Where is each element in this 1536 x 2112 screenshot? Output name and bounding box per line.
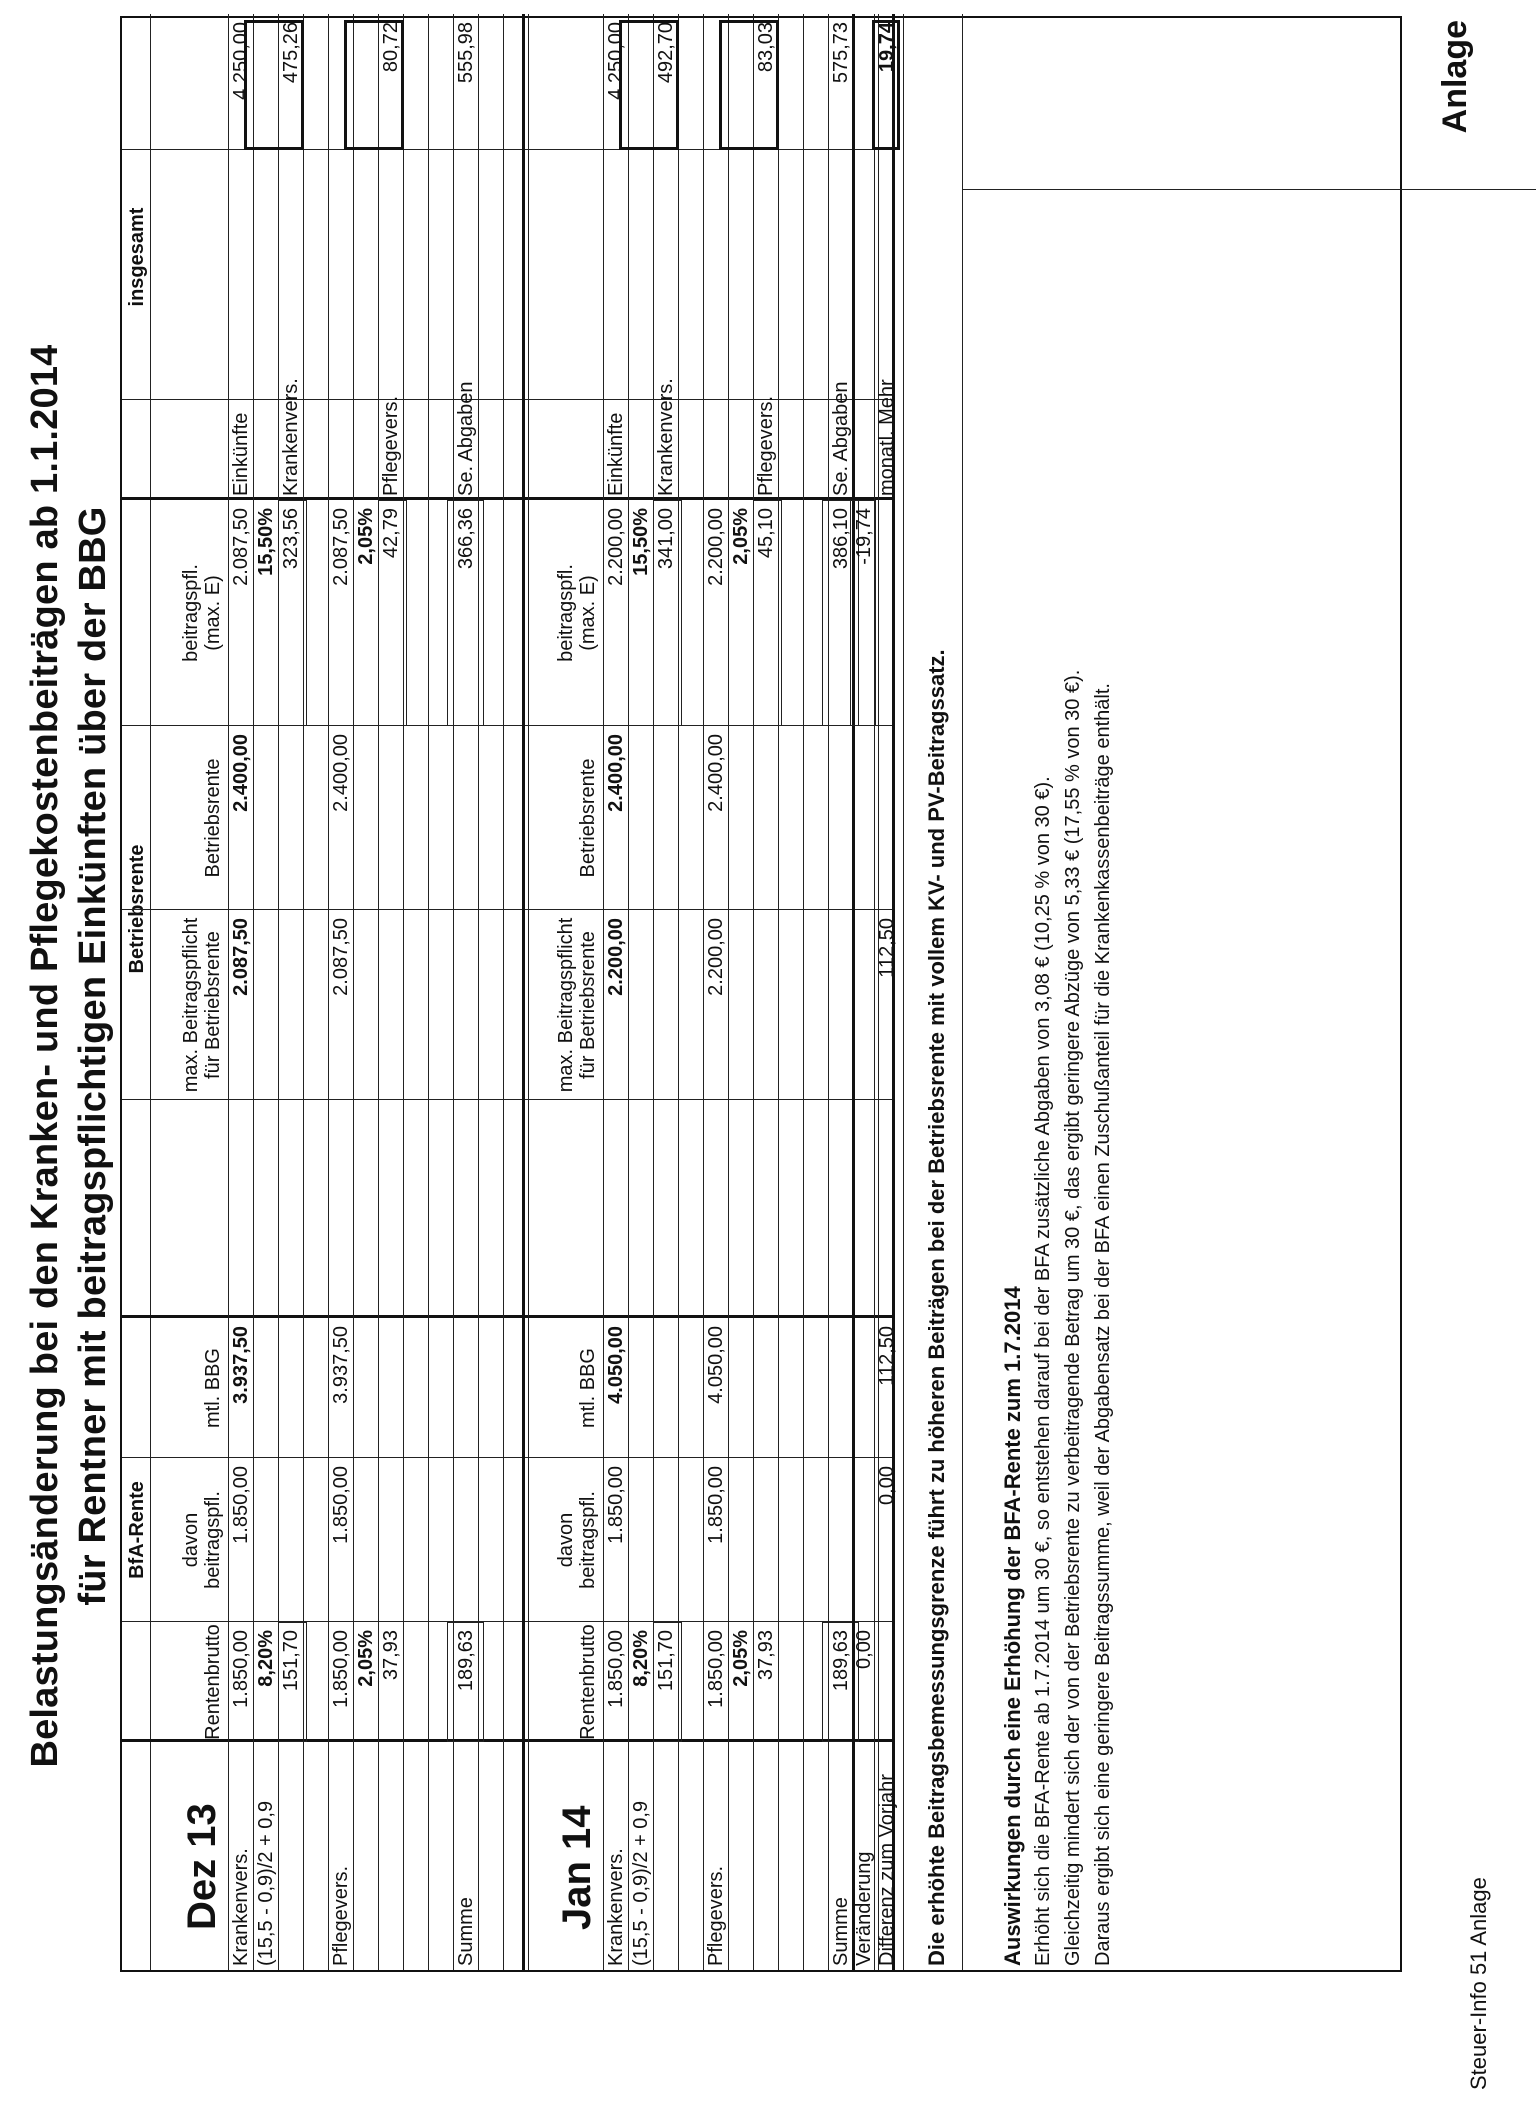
kv-value: 2.200,00 (605, 918, 627, 996)
kv-rate-bfa: 8,20% (630, 1630, 652, 1687)
pv-betr-box (378, 500, 407, 726)
veraenderung-box (850, 500, 876, 726)
pv-value: 2.200,00 (705, 508, 727, 586)
row-line (403, 14, 404, 1970)
kv-bfa-box (653, 1622, 682, 1742)
pv-value: 1.850,00 (330, 1466, 352, 1544)
ges-sum-label: Se. Abgaben (455, 381, 477, 496)
row-label-pflegevers: Pflegevers. (330, 1865, 352, 1966)
summe-bfa: 189,63 (455, 1630, 477, 1692)
kv-value: 1.850,00 (230, 1466, 252, 1544)
row-line (328, 14, 329, 1970)
row-label-summe: Summe (455, 1897, 477, 1966)
ges-pv-box (344, 20, 404, 150)
row-line (903, 14, 904, 1970)
ges-einkuenfte: 4.250,00 (605, 22, 627, 100)
calculation-table (120, 16, 1402, 1972)
row-line (728, 14, 729, 1970)
anlage-label: Anlage (1436, 20, 1474, 134)
note-beitragsbemessungsgrenze: Die erhöhte Beitragsbemessungsgrenze führt zu höheren Beiträgen bei der Betriebsrente mit vollem KV- und PV-Beitragssatz. (924, 649, 949, 1966)
kv-rate-betr: 15,50% (255, 508, 277, 576)
ges-pv: 80,72 (380, 22, 402, 73)
ges-kv-label: Krankenvers. (655, 378, 677, 496)
kv-beitrag-betr: 341,00 (655, 508, 677, 570)
header-max-beitragspflicht: max. Beitragspflicht (180, 917, 202, 1093)
section-divider (522, 14, 525, 1970)
row-line (778, 14, 779, 1970)
pv-value: 2.400,00 (330, 734, 352, 812)
kv-value: 2.087,50 (230, 508, 252, 586)
header-fuer-betriebsrente: für Betriebsrente (577, 931, 599, 1079)
ges-sum-label: Se. Abgaben (830, 381, 852, 496)
ges-kv-box (619, 20, 679, 150)
pv-rate-betr: 2,05% (730, 508, 752, 565)
header-betriebsrente: Betriebsrente (577, 758, 599, 878)
page-title-line2: für Rentner mit beitragspflichtigen Einkünften über der BBG (72, 506, 114, 1606)
kv-value: 2.087,50 (230, 918, 252, 996)
kv-rate-bfa: 8,20% (255, 1630, 277, 1687)
kv-value: 2.400,00 (230, 734, 252, 812)
auswirkungen-line: Gleichzeitig mindert sich der von der Betriebsrente zu verbeitragende Betrag um 30 €, das ergibt geringere Abzüge von 5,33 € (17,55 % von 30 €). (1062, 669, 1084, 1966)
header-beitragspfl-max: beitragspfl. (180, 564, 202, 662)
kv-betr-box (653, 500, 682, 726)
pv-value: 2.087,50 (330, 508, 352, 586)
group-insgesamt: insgesamt (126, 207, 148, 307)
footer-text: Steuer-Info 51 Anlage (1466, 1877, 1491, 2090)
header-rentenbrutto: Rentenbrutto (202, 1624, 224, 1740)
monatl-mehr-label: monatl. Mehr (876, 379, 898, 496)
summe-bfa-box (447, 1622, 484, 1742)
row-line (753, 14, 754, 1970)
row-line (803, 14, 804, 1970)
kv-value: 1.850,00 (230, 1630, 252, 1708)
column-line (122, 1315, 892, 1318)
header-max-e: (max. E) (577, 575, 599, 651)
row-line (378, 14, 379, 1970)
auswirkungen-heading: Auswirkungen durch eine Erhöhung der BFA-Rente zum 1.7.2014 (1000, 1286, 1025, 1966)
summe-betr-box (447, 500, 484, 726)
ges-kv: 492,70 (655, 22, 677, 84)
ges-pv-label: Pflegevers. (755, 395, 777, 496)
veraenderung-bfa: 0,00 (853, 1630, 875, 1669)
summe-betr: 366,36 (455, 508, 477, 570)
kv-value: 2.400,00 (605, 734, 627, 812)
pv-beitrag-betr: 45,10 (755, 508, 777, 559)
auswirkungen-line: Erhöht sich die BFA-Rente ab 1.7.2014 um 30 €, so entstehen darauf bei der BFA zusätzliche Abgaben von 3,08 € (10,25 % von 30 €). (1032, 776, 1054, 1966)
header-beitragspfl-max: beitragspfl. (555, 564, 577, 662)
kv-value: 4.050,00 (605, 1326, 627, 1404)
ges-einkuenfte-label: Einkünfte (230, 412, 252, 496)
pv-betr-box (753, 500, 782, 726)
differenz-label: Differenz zum Vorjahr (876, 1774, 898, 1966)
ges-sum: 555,98 (455, 22, 477, 84)
header-max-e: (max. E) (202, 575, 224, 651)
row-formula: (15,5 - 0,9)/2 + 0,9 (630, 1800, 652, 1966)
ges-pv: 83,03 (755, 22, 777, 73)
row-formula: (15,5 - 0,9)/2 + 0,9 (255, 1800, 277, 1966)
group-bfa-rente: BfA-Rente (126, 1481, 148, 1579)
pv-rate-betr: 2,05% (355, 508, 377, 565)
row-line (353, 14, 354, 1970)
auswirkungen-line: Daraus ergibt sich eine geringere Beitragssumme, weil der Abgabensatz bei der BFA einen Zuschußanteil für die Krankenkassenbeiträge enthält. (1092, 683, 1114, 1966)
kv-beitrag-bfa: 151,70 (655, 1630, 677, 1692)
differenz-max: 112,50 (876, 918, 898, 978)
period-label: Dez 13 (180, 1803, 224, 1930)
page-title-line1: Belastungsänderung bei den Kranken- und Pflegekostenbeiträgen ab 1.1.2014 (24, 344, 66, 1768)
pv-beitrag-betr: 42,79 (380, 508, 402, 559)
group-betriebsrente: Betriebsrente (126, 844, 148, 974)
row-line (253, 14, 254, 1970)
ges-pv-box (719, 20, 779, 150)
header-davon: davon (180, 1512, 202, 1568)
differenz-davon: 0,00 (876, 1466, 898, 1505)
grid-line (150, 14, 151, 1970)
kv-value: 2.200,00 (605, 508, 627, 586)
row-label-pflegevers: Pflegevers. (705, 1865, 727, 1966)
pv-value: 1.850,00 (330, 1630, 352, 1708)
ges-sum: 575,73 (830, 22, 852, 84)
row-line (628, 14, 629, 1970)
veraenderung-betr: -19,74 (853, 508, 875, 565)
pv-value: 1.850,00 (705, 1630, 727, 1708)
header-beitragspfl: beitragspfl. (202, 1491, 224, 1589)
header-max-beitragspflicht: max. Beitragspflicht (555, 917, 577, 1093)
pv-beitrag-bfa: 37,93 (755, 1630, 777, 1681)
pv-beitrag-bfa: 37,93 (380, 1630, 402, 1681)
header-mtl-bbg: mtl. BBG (577, 1348, 599, 1429)
pv-value: 2.400,00 (705, 734, 727, 812)
row-line (962, 14, 963, 1970)
pv-value: 3.937,50 (330, 1326, 352, 1404)
row-label-krankenvers: Krankenvers. (605, 1848, 627, 1966)
summe-betr: 386,10 (830, 508, 852, 570)
monatl-mehr-box (872, 20, 900, 150)
row-line (703, 14, 704, 1970)
row-line (528, 14, 529, 1970)
row-label-summe: Summe (830, 1897, 852, 1966)
table-divider (892, 14, 895, 1970)
row-label-krankenvers: Krankenvers. (230, 1848, 252, 1966)
kv-value: 1.850,00 (605, 1630, 627, 1708)
differenz-bbg: 112,50 (876, 1326, 898, 1386)
pv-value: 4.050,00 (705, 1326, 727, 1404)
period-label: Jan 14 (555, 1805, 599, 1930)
header-davon: davon (555, 1512, 577, 1568)
ges-kv-box (244, 20, 304, 150)
veraenderung-label: Veränderung (853, 1851, 875, 1966)
pv-value: 1.850,00 (705, 1466, 727, 1544)
row-line (428, 14, 429, 1970)
kv-beitrag-betr: 323,56 (280, 508, 302, 570)
header-betriebsrente: Betriebsrente (202, 758, 224, 878)
kv-rate-betr: 15,50% (630, 508, 652, 576)
kv-bfa-box (278, 1622, 307, 1742)
header-fuer-betriebsrente: für Betriebsrente (202, 931, 224, 1079)
summe-bfa: 189,63 (830, 1630, 852, 1692)
header-beitragspfl: beitragspfl. (577, 1491, 599, 1589)
column-line (962, 189, 1536, 190)
monatl-mehr: 19,74 (876, 22, 898, 73)
kv-betr-box (278, 500, 307, 726)
kv-beitrag-bfa: 151,70 (280, 1630, 302, 1692)
row-line (228, 14, 229, 1970)
pv-value: 2.087,50 (330, 918, 352, 996)
pv-value: 2.200,00 (705, 918, 727, 996)
ges-pv-label: Pflegevers. (380, 395, 402, 496)
ges-einkuenfte: 4.250,00 (230, 22, 252, 100)
header-mtl-bbg: mtl. BBG (202, 1348, 224, 1429)
kv-value: 3.937,50 (230, 1326, 252, 1404)
ges-einkuenfte-label: Einkünfte (605, 412, 627, 496)
row-line (503, 14, 504, 1970)
pv-rate-bfa: 2,05% (730, 1630, 752, 1687)
header-rentenbrutto: Rentenbrutto (577, 1624, 599, 1740)
pv-rate-bfa: 2,05% (355, 1630, 377, 1687)
kv-value: 1.850,00 (605, 1466, 627, 1544)
ges-kv-label: Krankenvers. (280, 378, 302, 496)
row-line (603, 14, 604, 1970)
ges-kv: 475,26 (280, 22, 302, 84)
